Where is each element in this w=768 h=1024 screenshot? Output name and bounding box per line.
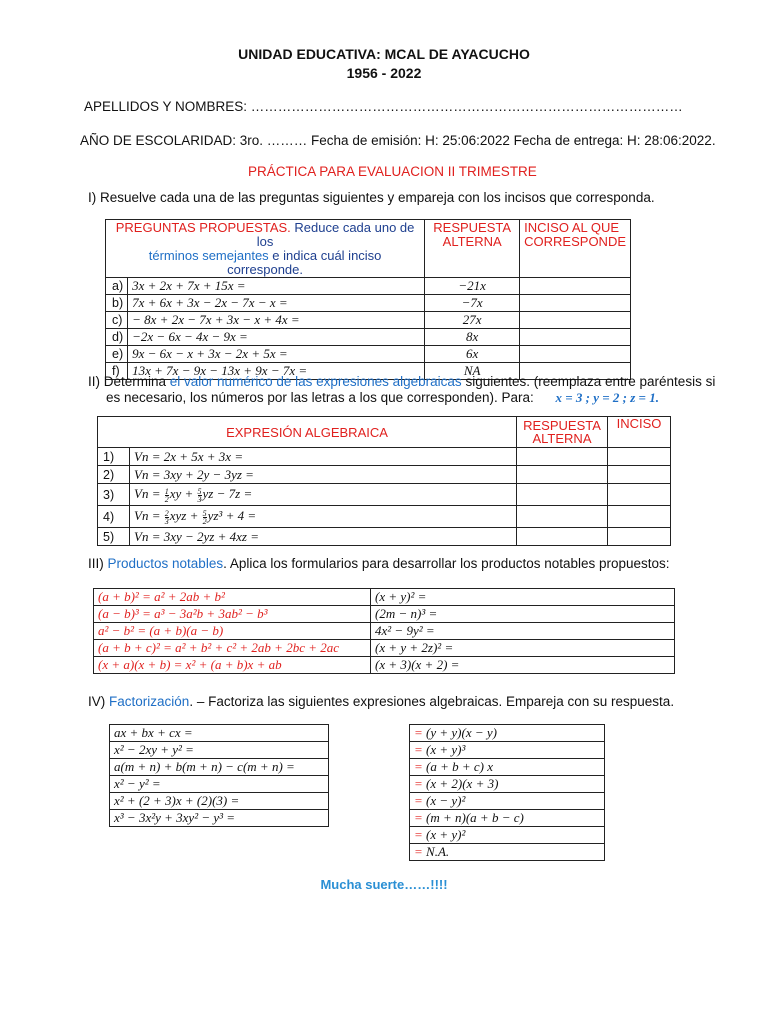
expression-cell: − 8x + 2x − 7x + 3x − x + 4x = — [128, 312, 425, 329]
table-row: 5) Vn = 3xy − 2yz + 4xz = — [98, 528, 671, 546]
answer-input-cell[interactable] — [517, 484, 608, 506]
section1-col-questions: PREGUNTAS PROPUESTAS. Reduce cada uno de los términos semejantes e indica cuál inciso corresponde. — [106, 220, 425, 278]
section2-instruction-line2: es necesario, los números por las letras a los que corresponden). Para: x = 3 ; y = 2 ; z = 1. — [106, 390, 659, 405]
table-row: x³ − 3x²y + 3xy² − y³ = — [110, 810, 329, 827]
section2-instruction-line1: II) Determina el valor numérico de las expresiones algebraicas siguientes. (reemplaza entre paréntesis si — [88, 374, 716, 389]
school-name: UNIDAD EDUCATIVA: MCAL DE AYACUCHO — [238, 46, 530, 62]
exercise-cell[interactable]: (2m − n)³ = — [371, 606, 675, 623]
formula-cell: (x + a)(x + b) = x² + (a + b)x + ab — [94, 657, 371, 674]
section1-instruction: I) Resuelve cada una de las preguntas siguientes y empareja con los incisos que corresponda. — [88, 190, 655, 205]
table-row — [94, 589, 675, 606]
inciso-input-cell[interactable] — [608, 506, 671, 528]
expression-cell: 3x + 2x + 7x + 15x = — [128, 278, 425, 295]
inciso-input-cell[interactable] — [608, 528, 671, 546]
table-row: a) 3x + 2x + 7x + 15x = −21x — [106, 278, 631, 295]
inciso-input-cell[interactable] — [520, 295, 631, 312]
inciso-input-cell[interactable] — [520, 346, 631, 363]
inciso-input-cell[interactable] — [520, 278, 631, 295]
table-row: 4) Vn = $\frac{2}{3}$ xyz + $\frac{5}{2}$ yz³ + 4 = — [98, 506, 671, 528]
practice-title: PRÁCTICA PARA EVALUACION II TRIMESTRE — [248, 164, 537, 179]
section2-col-answer: RESPUESTA ALTERNA — [517, 417, 608, 448]
table-row: 3) Vn = $\frac{1}{2}$ xy + $\frac{5}{3}$ yz − 7z = — [98, 484, 671, 506]
inciso-input-cell[interactable] — [520, 329, 631, 346]
expression-cell: 7x + 6x + 3x − 2x − 7x − x = — [128, 295, 425, 312]
table-row: d) −2x − 6x − 4x − 9x = 8x — [106, 329, 631, 346]
expression-cell: Vn = $\frac{1}{2}$ xy + $\frac{5}{3}$ yz − 7z = — [130, 484, 517, 506]
table-row: x² − 2xy + y² = — [110, 742, 329, 759]
answer-cell: 8x — [425, 329, 520, 346]
table-row: = N.A. — [410, 844, 605, 861]
formula-cell: (a + b)² = a² + 2ab + b² — [94, 589, 371, 606]
formula-cell: (a + b + c)² = a² + b² + c² + 2ab + 2bc + 2ac — [94, 640, 371, 657]
table-row: c) − 8x + 2x − 7x + 3x − x + 4x = 27x — [106, 312, 631, 329]
answer-cell: −21x — [425, 278, 520, 295]
section1-col-inciso: INCISO AL QUE CORRESPONDE — [520, 220, 631, 278]
variable-values: x = 3 ; y = 2 ; z = 1. — [555, 390, 659, 405]
answer-cell: −7x — [425, 295, 520, 312]
table-row: = (x + y)³ — [410, 742, 605, 759]
student-name-line: APELLIDOS Y NOMBRES: …………………………………………………………………………………… — [84, 99, 683, 114]
table-row: x² + (2 + 3)x + (2)(3) = — [110, 793, 329, 810]
table-row: = (x + y)² — [410, 827, 605, 844]
section4-title: Factorización — [109, 694, 190, 709]
table-row: = (x + 2)(x + 3) — [410, 776, 605, 793]
factorization-exercises-table — [109, 724, 329, 827]
fraction: $\frac{5}{3}$ — [197, 486, 202, 504]
factorization-answers-table — [409, 724, 605, 861]
table-row: a(m + n) + b(m + n) − c(m + n) = — [110, 759, 329, 776]
table-row: = (x − y)² — [410, 793, 605, 810]
exercise-cell[interactable]: 4x² − 9y² = — [371, 623, 675, 640]
fraction: $\frac{5}{2}$ — [202, 508, 207, 526]
table-row: x² − y² = — [110, 776, 329, 793]
table-row: 1) Vn = 2x + 5x + 3x = — [98, 448, 671, 466]
expression-cell: 9x − 6x − x + 3x − 2x + 5x = — [128, 346, 425, 363]
answer-input-cell[interactable] — [517, 506, 608, 528]
section4-instruction: IV) Factorización. – Factoriza las siguientes expresiones algebraicas. Empareja con su respuesta. — [88, 694, 675, 709]
answer-cell: NA — [425, 363, 520, 380]
exercise-cell[interactable]: (x + y)² = — [371, 589, 675, 606]
table-row: b) 7x + 6x + 3x − 2x − 7x − x = −7x — [106, 295, 631, 312]
section1-table — [105, 219, 631, 380]
schooling-dates-line: AÑO DE ESCOLARIDAD: 3ro. ……… Fecha de emisión: H: 25:06:2022 Fecha de entrega: H: 28:06:2022. — [80, 133, 716, 148]
expression-cell: Vn = $\frac{2}{3}$ xyz + $\frac{5}{2}$ yz³ + 4 = — [130, 506, 517, 528]
table-row — [94, 657, 675, 674]
section1-header-row — [106, 220, 631, 278]
expression-cell: Vn = 3xy + 2y − 3yz = — [130, 466, 517, 484]
section2-table — [97, 416, 671, 546]
section3-instruction: III) Productos notables. Aplica los formularios para desarrollar los productos notables propuestos: — [88, 556, 670, 571]
footer-good-luck: Mucha suerte……!!!! — [320, 877, 448, 892]
table-row: = (y + y)(x − y) — [410, 725, 605, 742]
table-row: ax + bx + cx = — [110, 725, 329, 742]
table-row: 2) Vn = 3xy + 2y − 3yz = — [98, 466, 671, 484]
inciso-input-cell[interactable] — [608, 448, 671, 466]
notable-products-table — [93, 588, 675, 674]
section3-title: Productos notables — [107, 556, 224, 571]
expression-cell: Vn = 3xy − 2yz + 4xz = — [130, 528, 517, 546]
inciso-input-cell[interactable] — [608, 484, 671, 506]
expression-cell: Vn = 2x + 5x + 3x = — [130, 448, 517, 466]
expression-cell: −2x − 6x − 4x − 9x = — [128, 329, 425, 346]
table-row: = (m + n)(a + b − c) — [410, 810, 605, 827]
table-row — [94, 606, 675, 623]
inciso-input-cell[interactable] — [608, 466, 671, 484]
answer-cell: 27x — [425, 312, 520, 329]
table-row: f) 13x + 7x − 9x − 13x + 9x − 7x = NA — [106, 363, 631, 380]
table-row: = (a + b + c) x — [410, 759, 605, 776]
fraction: $\frac{2}{3}$ — [164, 508, 169, 526]
section1-col-answer: RESPUESTA ALTERNA — [425, 220, 520, 278]
formula-cell: (a − b)³ = a³ − 3a²b + 3ab² − b³ — [94, 606, 371, 623]
fraction: $\frac{1}{2}$ — [164, 486, 169, 504]
school-years: 1956 - 2022 — [346, 65, 422, 81]
exercise-cell[interactable]: (x + 3)(x + 2) = — [371, 657, 675, 674]
formula-cell: a² − b² = (a + b)(a − b) — [94, 623, 371, 640]
table-row: e) 9x − 6x − x + 3x − 2x + 5x = 6x — [106, 346, 631, 363]
answer-input-cell[interactable] — [517, 448, 608, 466]
exercise-cell[interactable]: (x + y + 2z)² = — [371, 640, 675, 657]
answer-cell: 6x — [425, 346, 520, 363]
section2-col-expression: EXPRESIÓN ALGEBRAICA — [98, 417, 517, 448]
table-row — [94, 623, 675, 640]
answer-input-cell[interactable] — [517, 528, 608, 546]
answer-input-cell[interactable] — [517, 466, 608, 484]
inciso-input-cell[interactable] — [520, 312, 631, 329]
table-row — [94, 640, 675, 657]
expression-cell: 13x + 7x − 9x − 13x + 9x − 7x = — [128, 363, 425, 380]
section2-header-row — [98, 417, 671, 448]
section2-col-inciso: INCISO — [608, 417, 671, 448]
